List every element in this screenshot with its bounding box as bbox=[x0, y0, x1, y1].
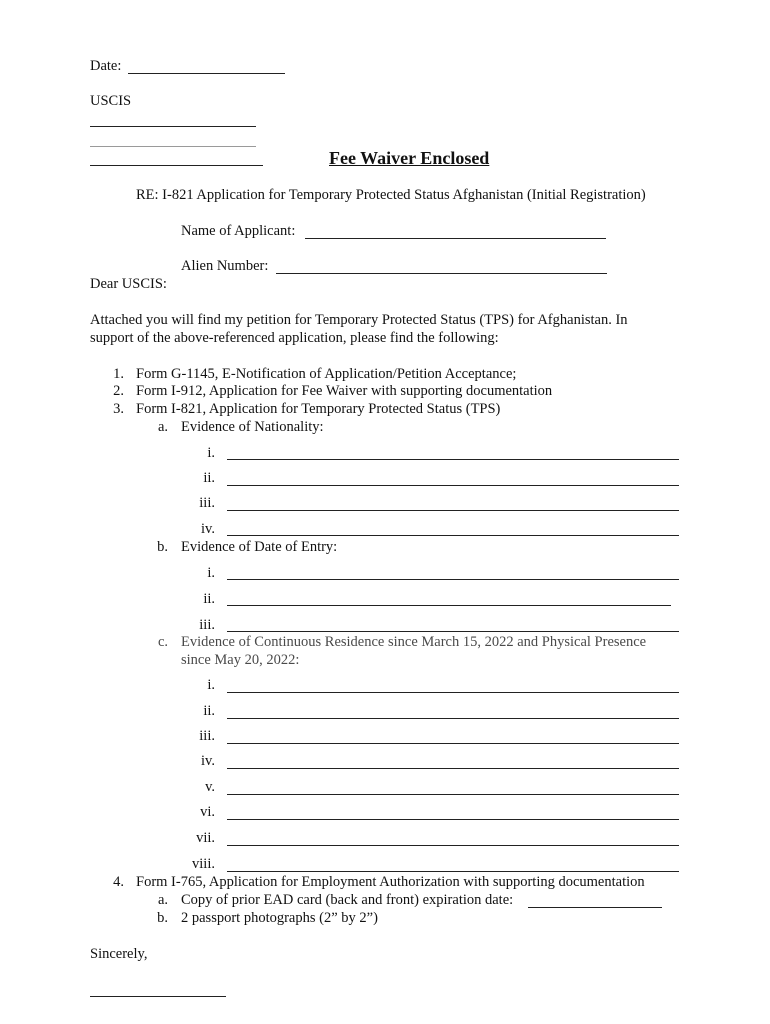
evidence-nationality-label: Evidence of Nationality: bbox=[181, 419, 324, 435]
intro-line-1: Attached you will find my petition for Temporary Protected Status (TPS) for Afghanistan. In bbox=[90, 312, 628, 328]
applicant-name-label: Name of Applicant: bbox=[181, 223, 296, 239]
list-number: 1. bbox=[113, 366, 124, 382]
roman-numeral: i. bbox=[207, 677, 215, 693]
intro-line-2: support of the above-referenced application, please find the following: bbox=[90, 330, 499, 346]
residence-line-2[interactable] bbox=[227, 718, 679, 719]
sublist-letter: b. bbox=[157, 910, 168, 926]
roman-numeral: vi. bbox=[200, 804, 215, 820]
nationality-line-2[interactable] bbox=[227, 485, 679, 486]
roman-numeral: viii. bbox=[192, 856, 215, 872]
residence-line-1[interactable] bbox=[227, 692, 679, 693]
residence-line-5[interactable] bbox=[227, 794, 679, 795]
date-field-line[interactable] bbox=[128, 73, 285, 74]
roman-numeral: v. bbox=[205, 779, 215, 795]
page-title: Fee Waiver Enclosed bbox=[329, 148, 490, 168]
list-item-i912: Form I-912, Application for Fee Waiver with supporting documentation bbox=[136, 383, 553, 399]
residence-line-4[interactable] bbox=[227, 768, 679, 769]
roman-numeral: iii. bbox=[199, 728, 215, 744]
roman-numeral: vii. bbox=[196, 830, 215, 846]
roman-numeral: iv. bbox=[201, 753, 215, 769]
list-number: 4. bbox=[113, 874, 124, 890]
roman-numeral: iii. bbox=[199, 495, 215, 511]
list-item-i765: Form I-765, Application for Employment Authorization with supporting documentation bbox=[136, 874, 645, 890]
residence-line-3[interactable] bbox=[227, 743, 679, 744]
roman-numeral: i. bbox=[207, 565, 215, 581]
applicant-name-field[interactable] bbox=[305, 238, 606, 239]
address-line-3[interactable] bbox=[90, 165, 263, 166]
nationality-line-3[interactable] bbox=[227, 510, 679, 511]
re-line: RE: I-821 Application for Temporary Protected Status Afghanistan (Initial Registration) bbox=[136, 187, 646, 203]
roman-numeral: i. bbox=[207, 445, 215, 461]
alien-number-field[interactable] bbox=[276, 273, 607, 274]
list-item-g1145: Form G-1145, E-Notification of Application/Petition Acceptance; bbox=[136, 366, 517, 382]
list-item-i821: Form I-821, Application for Temporary Protected Status (TPS) bbox=[136, 401, 501, 417]
address-line-1[interactable] bbox=[90, 126, 256, 127]
roman-numeral: iii. bbox=[199, 617, 215, 633]
sublist-letter: c. bbox=[157, 634, 168, 650]
ead-card-label: Copy of prior EAD card (back and front) expiration date: bbox=[181, 892, 514, 908]
sublist-letter: b. bbox=[157, 539, 168, 555]
residence-line-8[interactable] bbox=[227, 871, 679, 872]
entry-date-line-1[interactable] bbox=[227, 579, 679, 580]
sublist-letter: a. bbox=[157, 892, 168, 908]
alien-number-label: Alien Number: bbox=[181, 258, 269, 274]
closing: Sincerely, bbox=[90, 946, 148, 962]
ead-expiration-field[interactable] bbox=[528, 907, 662, 908]
roman-numeral: ii. bbox=[203, 703, 215, 719]
roman-numeral: ii. bbox=[203, 470, 215, 486]
evidence-residence-label-line-1: Evidence of Continuous Residence since March 15, 2022 and Physical Presence bbox=[181, 634, 647, 650]
address-line-2[interactable] bbox=[90, 146, 256, 147]
residence-line-7[interactable] bbox=[227, 845, 679, 846]
roman-numeral: ii. bbox=[203, 591, 215, 607]
signature-line[interactable] bbox=[90, 996, 226, 997]
sublist-letter: a. bbox=[157, 419, 168, 435]
nationality-line-1[interactable] bbox=[227, 459, 679, 460]
entry-date-line-3[interactable] bbox=[227, 631, 679, 632]
passport-photos-label: 2 passport photographs (2” by 2”) bbox=[181, 910, 378, 926]
list-number: 2. bbox=[113, 383, 124, 399]
entry-date-line-2[interactable] bbox=[227, 605, 671, 606]
salutation: Dear USCIS: bbox=[90, 276, 167, 292]
list-number: 3. bbox=[113, 401, 124, 417]
roman-numeral: iv. bbox=[201, 521, 215, 537]
date-label: Date: bbox=[90, 58, 122, 74]
nationality-line-4[interactable] bbox=[227, 535, 679, 536]
evidence-residence-label-line-2: since May 20, 2022: bbox=[181, 652, 300, 668]
recipient-label: USCIS bbox=[90, 93, 132, 109]
evidence-entry-date-label: Evidence of Date of Entry: bbox=[181, 539, 338, 555]
residence-line-6[interactable] bbox=[227, 819, 679, 820]
